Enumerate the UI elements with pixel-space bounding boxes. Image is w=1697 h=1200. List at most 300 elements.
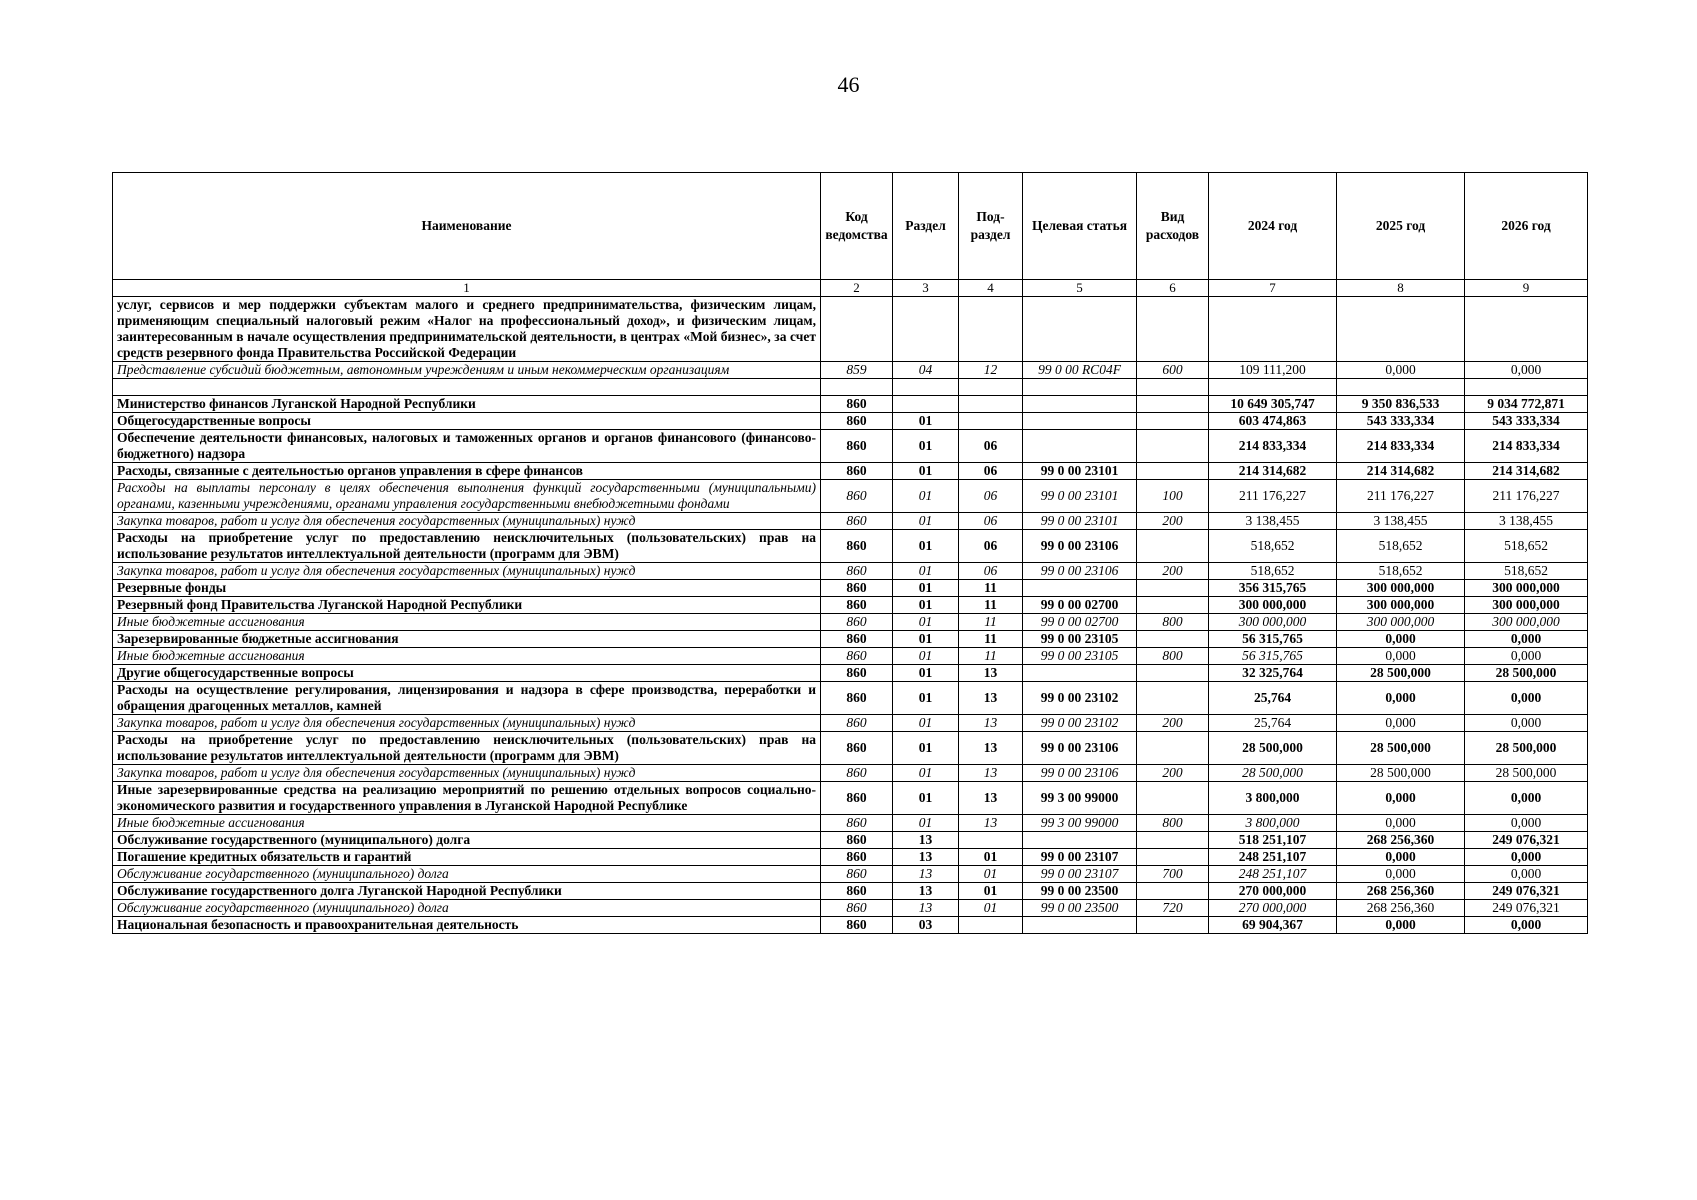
row-name: Расходы, связанные с деятельностью органов управления в сфере финансов <box>113 463 821 480</box>
row-section: 01 <box>893 682 959 715</box>
row-target-article <box>1023 430 1137 463</box>
row-section: 01 <box>893 530 959 563</box>
row-value-2025: 28 500,000 <box>1337 665 1465 682</box>
row-subsection: 11 <box>959 597 1023 614</box>
row-section: 01 <box>893 732 959 765</box>
row-subsection: 12 <box>959 362 1023 379</box>
row-dept-code: 860 <box>821 648 893 665</box>
row-expense-type <box>1137 883 1209 900</box>
row-dept-code: 860 <box>821 732 893 765</box>
table-row <box>113 597 1588 614</box>
row-section: 01 <box>893 513 959 530</box>
row-name: Расходы на осуществление регулирования, лицензирования и надзора в сфере производства, переработки и обращения драгоценных металлов, камней <box>113 682 821 715</box>
row-section: 01 <box>893 597 959 614</box>
header-2026: 2026 год <box>1465 173 1588 280</box>
row-target-article: 99 0 00 23106 <box>1023 765 1137 782</box>
row-name: Другие общегосударственные вопросы <box>113 665 821 682</box>
table-row <box>113 563 1588 580</box>
row-value-2025: 268 256,360 <box>1337 832 1465 849</box>
row-subsection: 13 <box>959 715 1023 732</box>
row-value-2025: 214 314,682 <box>1337 463 1465 480</box>
row-section: 01 <box>893 480 959 513</box>
row-value-2024: 248 251,107 <box>1209 849 1337 866</box>
row-name: Резервный фонд Правительства Луганской Народной Республики <box>113 597 821 614</box>
row-value-2025: 28 500,000 <box>1337 732 1465 765</box>
row-value-2025: 3 138,455 <box>1337 513 1465 530</box>
row-name: Погашение кредитных обязательств и гарантий <box>113 849 821 866</box>
row-target-article: 99 0 00 23102 <box>1023 715 1137 732</box>
row-value-2026: 0,000 <box>1465 648 1588 665</box>
row-value-2026 <box>1465 297 1588 362</box>
column-number: 3 <box>893 280 959 297</box>
row-target-article: 99 0 00 23500 <box>1023 900 1137 917</box>
row-section: 13 <box>893 849 959 866</box>
row-subsection: 01 <box>959 849 1023 866</box>
table-row <box>113 362 1588 379</box>
column-number: 9 <box>1465 280 1588 297</box>
row-value-2025 <box>1337 297 1465 362</box>
row-expense-type <box>1137 782 1209 815</box>
row-value-2026: 0,000 <box>1465 715 1588 732</box>
row-value-2024: 25,764 <box>1209 682 1337 715</box>
row-value-2025: 0,000 <box>1337 782 1465 815</box>
column-number: 2 <box>821 280 893 297</box>
table-row <box>113 396 1588 413</box>
row-value-2024: 270 000,000 <box>1209 883 1337 900</box>
row-value-2026: 9 034 772,871 <box>1465 396 1588 413</box>
row-name: Обслуживание государственного долга Луганской Народной Республики <box>113 883 821 900</box>
row-section: 01 <box>893 782 959 815</box>
row-name: Закупка товаров, работ и услуг для обеспечения государственных (муниципальных) нужд <box>113 513 821 530</box>
table-row <box>113 379 1588 396</box>
row-section: 01 <box>893 765 959 782</box>
table-row <box>113 430 1588 463</box>
row-expense-type <box>1137 297 1209 362</box>
row-expense-type: 100 <box>1137 480 1209 513</box>
row-value-2024: 270 000,000 <box>1209 900 1337 917</box>
header-2025: 2025 год <box>1337 173 1465 280</box>
table-header-row <box>113 173 1588 280</box>
row-name: Обслуживание государственного (муниципального) долга <box>113 900 821 917</box>
row-section: 01 <box>893 815 959 832</box>
row-section <box>893 297 959 362</box>
row-section: 01 <box>893 614 959 631</box>
row-name: Зарезервированные бюджетные ассигнования <box>113 631 821 648</box>
row-target-article: 99 0 00 23107 <box>1023 866 1137 883</box>
row-target-article <box>1023 396 1137 413</box>
row-section <box>893 379 959 396</box>
row-target-article: 99 0 00 02700 <box>1023 597 1137 614</box>
row-value-2026: 300 000,000 <box>1465 580 1588 597</box>
row-subsection: 13 <box>959 815 1023 832</box>
row-target-article <box>1023 917 1137 934</box>
row-section: 13 <box>893 832 959 849</box>
row-target-article: 99 0 00 02700 <box>1023 614 1137 631</box>
row-section: 04 <box>893 362 959 379</box>
row-subsection: 01 <box>959 883 1023 900</box>
row-name <box>113 379 821 396</box>
header-section: Раздел <box>893 173 959 280</box>
row-value-2024: 214 833,334 <box>1209 430 1337 463</box>
row-dept-code: 860 <box>821 832 893 849</box>
row-value-2024: 3 800,000 <box>1209 782 1337 815</box>
row-value-2026: 3 138,455 <box>1465 513 1588 530</box>
table-row <box>113 480 1588 513</box>
row-expense-type: 200 <box>1137 513 1209 530</box>
row-value-2025: 28 500,000 <box>1337 765 1465 782</box>
row-subsection: 13 <box>959 782 1023 815</box>
row-value-2026: 0,000 <box>1465 631 1588 648</box>
table-row <box>113 849 1588 866</box>
row-value-2025: 0,000 <box>1337 682 1465 715</box>
column-number: 6 <box>1137 280 1209 297</box>
row-subsection <box>959 379 1023 396</box>
table-row <box>113 463 1588 480</box>
table-row <box>113 682 1588 715</box>
row-value-2026: 0,000 <box>1465 866 1588 883</box>
row-name: Национальная безопасность и правоохранительная деятельность <box>113 917 821 934</box>
table-row <box>113 530 1588 563</box>
row-value-2026: 0,000 <box>1465 782 1588 815</box>
row-name: Закупка товаров, работ и услуг для обеспечения государственных (муниципальных) нужд <box>113 715 821 732</box>
row-name: Иные бюджетные ассигнования <box>113 815 821 832</box>
row-subsection <box>959 832 1023 849</box>
table-row <box>113 614 1588 631</box>
row-subsection: 11 <box>959 631 1023 648</box>
header-2024: 2024 год <box>1209 173 1337 280</box>
row-target-article: 99 3 00 99000 <box>1023 815 1137 832</box>
row-target-article <box>1023 580 1137 597</box>
row-value-2026: 249 076,321 <box>1465 883 1588 900</box>
row-expense-type: 800 <box>1137 815 1209 832</box>
row-value-2025: 518,652 <box>1337 563 1465 580</box>
row-dept-code: 859 <box>821 362 893 379</box>
row-name: Обслуживание государственного (муниципального) долга <box>113 866 821 883</box>
column-number: 7 <box>1209 280 1337 297</box>
table-row <box>113 665 1588 682</box>
row-expense-type <box>1137 463 1209 480</box>
row-value-2025: 268 256,360 <box>1337 883 1465 900</box>
row-section <box>893 396 959 413</box>
row-dept-code: 860 <box>821 530 893 563</box>
row-name: Общегосударственные вопросы <box>113 413 821 430</box>
row-section: 13 <box>893 883 959 900</box>
row-value-2026: 0,000 <box>1465 917 1588 934</box>
table-row <box>113 765 1588 782</box>
row-target-article: 99 0 00 23106 <box>1023 563 1137 580</box>
row-value-2024: 300 000,000 <box>1209 614 1337 631</box>
header-name: Наименование <box>113 173 821 280</box>
row-value-2025: 0,000 <box>1337 715 1465 732</box>
row-value-2024: 3 800,000 <box>1209 815 1337 832</box>
row-subsection <box>959 917 1023 934</box>
row-expense-type <box>1137 849 1209 866</box>
row-dept-code: 860 <box>821 563 893 580</box>
row-target-article: 99 0 00 23106 <box>1023 530 1137 563</box>
table-row <box>113 513 1588 530</box>
row-value-2026: 518,652 <box>1465 530 1588 563</box>
header-target-article: Целевая статья <box>1023 173 1137 280</box>
row-subsection: 06 <box>959 563 1023 580</box>
row-value-2024: 518,652 <box>1209 530 1337 563</box>
row-subsection: 11 <box>959 648 1023 665</box>
table-row <box>113 648 1588 665</box>
row-value-2026: 543 333,334 <box>1465 413 1588 430</box>
column-number-row <box>113 280 1588 297</box>
row-expense-type <box>1137 665 1209 682</box>
row-expense-type <box>1137 597 1209 614</box>
row-value-2026: 0,000 <box>1465 682 1588 715</box>
row-value-2026: 28 500,000 <box>1465 732 1588 765</box>
page-number: 46 <box>837 72 860 97</box>
row-subsection: 06 <box>959 463 1023 480</box>
row-name: Закупка товаров, работ и услуг для обеспечения государственных (муниципальных) нужд <box>113 765 821 782</box>
row-name: Расходы на выплаты персоналу в целях обеспечения выполнения функций государственными (муниципальными) органами, казенными учреждениями, органами управления государственными внебюджетными фондами <box>113 480 821 513</box>
row-dept-code: 860 <box>821 849 893 866</box>
row-section: 13 <box>893 900 959 917</box>
row-value-2025 <box>1337 379 1465 396</box>
table-body <box>113 297 1588 934</box>
row-dept-code: 860 <box>821 883 893 900</box>
row-expense-type <box>1137 631 1209 648</box>
row-target-article: 99 0 00 23107 <box>1023 849 1137 866</box>
row-target-article: 99 0 00 23105 <box>1023 648 1137 665</box>
table-row <box>113 631 1588 648</box>
header-subsection: Под-раздел <box>959 173 1023 280</box>
row-expense-type: 720 <box>1137 900 1209 917</box>
row-value-2024: 28 500,000 <box>1209 732 1337 765</box>
column-number: 5 <box>1023 280 1137 297</box>
row-value-2024: 3 138,455 <box>1209 513 1337 530</box>
row-value-2024: 248 251,107 <box>1209 866 1337 883</box>
row-section: 13 <box>893 866 959 883</box>
table-row <box>113 900 1588 917</box>
row-value-2024: 356 315,765 <box>1209 580 1337 597</box>
row-expense-type <box>1137 413 1209 430</box>
row-target-article <box>1023 665 1137 682</box>
row-value-2024: 28 500,000 <box>1209 765 1337 782</box>
row-value-2026: 0,000 <box>1465 849 1588 866</box>
row-value-2025: 0,000 <box>1337 866 1465 883</box>
row-value-2026: 211 176,227 <box>1465 480 1588 513</box>
row-dept-code: 860 <box>821 665 893 682</box>
row-value-2025: 9 350 836,533 <box>1337 396 1465 413</box>
row-target-article: 99 3 00 99000 <box>1023 782 1137 815</box>
table-row <box>113 832 1588 849</box>
row-subsection: 11 <box>959 580 1023 597</box>
row-value-2024: 109 111,200 <box>1209 362 1337 379</box>
row-expense-type <box>1137 530 1209 563</box>
row-value-2024: 518 251,107 <box>1209 832 1337 849</box>
row-subsection: 06 <box>959 480 1023 513</box>
row-name: Министерство финансов Луганской Народной Республики <box>113 396 821 413</box>
row-value-2026: 300 000,000 <box>1465 614 1588 631</box>
row-dept-code: 860 <box>821 413 893 430</box>
row-dept-code: 860 <box>821 463 893 480</box>
row-value-2025: 0,000 <box>1337 815 1465 832</box>
row-name: услуг, сервисов и мер поддержки субъектам малого и среднего предпринимательства, физическим лицам, применяющим специальный налоговый режим «Налог на профессиональный доход», и физическим лицам, заинтересованным в начале осуществления предпринимательской деятельности, в центрах «Мой бизнес», за счет средств резервного фонда Правительства Российской Федерации <box>113 297 821 362</box>
row-value-2026: 518,652 <box>1465 563 1588 580</box>
row-section: 01 <box>893 715 959 732</box>
row-expense-type <box>1137 732 1209 765</box>
row-expense-type <box>1137 580 1209 597</box>
row-subsection: 01 <box>959 900 1023 917</box>
row-value-2025: 300 000,000 <box>1337 580 1465 597</box>
table-row <box>113 732 1588 765</box>
row-dept-code: 860 <box>821 715 893 732</box>
row-dept-code: 860 <box>821 765 893 782</box>
row-value-2024 <box>1209 379 1337 396</box>
row-subsection <box>959 297 1023 362</box>
row-name: Закупка товаров, работ и услуг для обеспечения государственных (муниципальных) нужд <box>113 563 821 580</box>
row-target-article: 99 0 00 23106 <box>1023 732 1137 765</box>
row-subsection: 13 <box>959 765 1023 782</box>
row-subsection: 13 <box>959 682 1023 715</box>
row-expense-type: 800 <box>1137 648 1209 665</box>
row-subsection: 01 <box>959 866 1023 883</box>
row-target-article: 99 0 00 23500 <box>1023 883 1137 900</box>
row-value-2024: 69 904,367 <box>1209 917 1337 934</box>
column-number: 1 <box>113 280 821 297</box>
table-row <box>113 413 1588 430</box>
row-value-2025: 211 176,227 <box>1337 480 1465 513</box>
row-value-2026: 300 000,000 <box>1465 597 1588 614</box>
row-value-2024: 518,652 <box>1209 563 1337 580</box>
row-value-2024: 25,764 <box>1209 715 1337 732</box>
table-row <box>113 815 1588 832</box>
row-dept-code: 860 <box>821 815 893 832</box>
row-target-article <box>1023 379 1137 396</box>
header-dept-code: Код ведомства <box>821 173 893 280</box>
row-expense-type: 800 <box>1137 614 1209 631</box>
row-expense-type <box>1137 832 1209 849</box>
table-row <box>113 883 1588 900</box>
row-target-article: 99 0 00 23105 <box>1023 631 1137 648</box>
header-expense-type: Вид расходов <box>1137 173 1209 280</box>
row-name: Расходы на приобретение услуг по предоставлению неисключительных (пользовательских) прав на использование результатов интеллектуальной деятельности (программ для ЭВМ) <box>113 530 821 563</box>
row-value-2024 <box>1209 297 1337 362</box>
row-target-article: 99 0 00 23101 <box>1023 463 1137 480</box>
row-value-2026 <box>1465 379 1588 396</box>
row-value-2025: 0,000 <box>1337 631 1465 648</box>
row-name: Расходы на приобретение услуг по предоставлению неисключительных (пользовательских) прав на использование результатов интеллектуальной деятельности (программ для ЭВМ) <box>113 732 821 765</box>
row-target-article <box>1023 297 1137 362</box>
row-dept-code: 860 <box>821 631 893 648</box>
row-subsection: 11 <box>959 614 1023 631</box>
table-row <box>113 782 1588 815</box>
row-value-2025: 518,652 <box>1337 530 1465 563</box>
row-value-2026: 214 833,334 <box>1465 430 1588 463</box>
row-name: Обеспечение деятельности финансовых, налоговых и таможенных органов и органов финансового (финансово-бюджетного) надзора <box>113 430 821 463</box>
row-target-article: 99 0 00 RC04F <box>1023 362 1137 379</box>
row-target-article: 99 0 00 23102 <box>1023 682 1137 715</box>
row-value-2024: 56 315,765 <box>1209 648 1337 665</box>
row-dept-code: 860 <box>821 682 893 715</box>
row-dept-code: 860 <box>821 782 893 815</box>
row-name: Резервные фонды <box>113 580 821 597</box>
budget-table <box>112 172 1588 934</box>
row-dept-code: 860 <box>821 866 893 883</box>
table-row <box>113 297 1588 362</box>
row-section: 01 <box>893 413 959 430</box>
row-target-article <box>1023 413 1137 430</box>
row-dept-code <box>821 379 893 396</box>
row-value-2026: 0,000 <box>1465 362 1588 379</box>
column-number: 8 <box>1337 280 1465 297</box>
row-value-2024: 211 176,227 <box>1209 480 1337 513</box>
table-row <box>113 580 1588 597</box>
row-value-2025: 0,000 <box>1337 917 1465 934</box>
row-section: 01 <box>893 648 959 665</box>
row-value-2024: 300 000,000 <box>1209 597 1337 614</box>
row-name: Иные зарезервированные средства на реализацию мероприятий по решению отдельных вопросов социально-экономического развития и государственного управления в Луганской Народной Республике <box>113 782 821 815</box>
row-expense-type <box>1137 917 1209 934</box>
row-value-2025: 300 000,000 <box>1337 614 1465 631</box>
row-name: Представление субсидий бюджетным, автономным учреждениям и иным некоммерческим организациям <box>113 362 821 379</box>
row-value-2025: 0,000 <box>1337 648 1465 665</box>
row-expense-type <box>1137 396 1209 413</box>
row-name: Иные бюджетные ассигнования <box>113 648 821 665</box>
row-subsection: 06 <box>959 513 1023 530</box>
row-section: 01 <box>893 580 959 597</box>
row-subsection: 13 <box>959 732 1023 765</box>
row-target-article: 99 0 00 23101 <box>1023 513 1137 530</box>
row-value-2025: 0,000 <box>1337 849 1465 866</box>
row-dept-code: 860 <box>821 917 893 934</box>
row-value-2025: 543 333,334 <box>1337 413 1465 430</box>
column-number: 4 <box>959 280 1023 297</box>
row-section: 01 <box>893 665 959 682</box>
row-expense-type <box>1137 430 1209 463</box>
row-name: Иные бюджетные ассигнования <box>113 614 821 631</box>
row-value-2024: 56 315,765 <box>1209 631 1337 648</box>
row-target-article: 99 0 00 23101 <box>1023 480 1137 513</box>
row-section: 01 <box>893 430 959 463</box>
row-section: 01 <box>893 463 959 480</box>
row-dept-code: 860 <box>821 597 893 614</box>
row-expense-type <box>1137 682 1209 715</box>
row-dept-code: 860 <box>821 396 893 413</box>
row-expense-type: 700 <box>1137 866 1209 883</box>
row-expense-type: 200 <box>1137 715 1209 732</box>
row-section: 03 <box>893 917 959 934</box>
row-value-2026: 28 500,000 <box>1465 665 1588 682</box>
row-value-2024: 10 649 305,747 <box>1209 396 1337 413</box>
row-section: 01 <box>893 563 959 580</box>
row-subsection <box>959 413 1023 430</box>
row-subsection: 13 <box>959 665 1023 682</box>
row-value-2025: 0,000 <box>1337 362 1465 379</box>
row-value-2024: 214 314,682 <box>1209 463 1337 480</box>
row-dept-code <box>821 297 893 362</box>
table-row <box>113 866 1588 883</box>
row-subsection: 06 <box>959 530 1023 563</box>
row-subsection <box>959 396 1023 413</box>
row-subsection: 06 <box>959 430 1023 463</box>
row-value-2026: 249 076,321 <box>1465 900 1588 917</box>
row-dept-code: 860 <box>821 430 893 463</box>
row-expense-type: 200 <box>1137 765 1209 782</box>
row-value-2024: 32 325,764 <box>1209 665 1337 682</box>
row-name: Обслуживание государственного (муниципального) долга <box>113 832 821 849</box>
row-value-2026: 249 076,321 <box>1465 832 1588 849</box>
row-expense-type: 200 <box>1137 563 1209 580</box>
row-expense-type <box>1137 379 1209 396</box>
row-value-2026: 28 500,000 <box>1465 765 1588 782</box>
row-section: 01 <box>893 631 959 648</box>
row-target-article <box>1023 832 1137 849</box>
table-row <box>113 715 1588 732</box>
